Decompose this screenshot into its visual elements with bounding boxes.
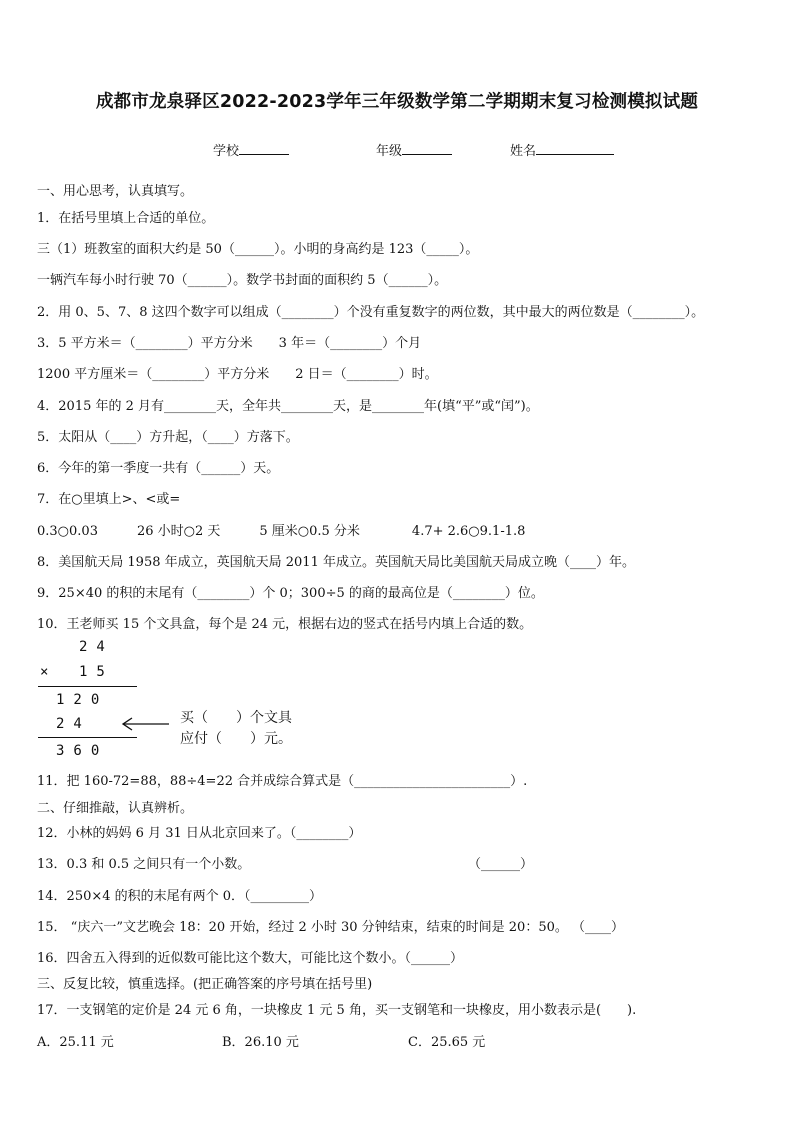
question-17: 17．一支钢笔的定价是 24 元 6 角，一块橡皮 1 元 5 角，买一支钢笔和一块橡皮，用小数表示是( ). (37, 1003, 637, 1018)
grade-field (376, 140, 452, 159)
school-blank[interactable] (239, 142, 289, 155)
question-7: 7．在○里填上>、<或= (37, 492, 181, 507)
question-14: 14．250×4 的积的末尾有两个 0．（_________） (37, 889, 323, 904)
calc-row-partial-1: 120 (56, 692, 109, 708)
name-field (510, 140, 614, 159)
question-9: 9．25×40 的积的末尾有（________）个 0；300÷5 的商的最高位是（________）位。 (37, 586, 544, 601)
question-13-blank: （______） (468, 857, 534, 872)
section-1-heading: 一、用心思考，认真填写。 (37, 184, 194, 199)
school-field (213, 140, 289, 159)
question-5: 5．太阳从（____）方升起，（____）方落下。 (37, 430, 299, 445)
left-arrow-icon (121, 717, 171, 731)
question-1: 1．在括号里填上合适的单位。 (37, 211, 215, 226)
calc-row-multiplicand: 24 (79, 639, 114, 655)
question-7-items: 0.3○0.03 26 小时○2 天 5 厘米○0.5 分米 4.7+ 2.6○9.1-1.8 (37, 524, 526, 539)
calc-row-partial-2: 24 (56, 716, 91, 732)
grade-blank[interactable] (402, 142, 452, 155)
name-label: 姓名 (510, 144, 537, 159)
question-8: 8．美国航天局 1958 年成立，英国航天局 2011 年成立。英国航天局比美国航天局成立晚（____）年。 (37, 555, 635, 570)
school-label: 学校 (213, 144, 240, 159)
calc-rule-2 (38, 737, 137, 738)
section-2-heading: 二、仔细推敲，认真辨析。 (37, 801, 194, 816)
question-13: 13．0.3 和 0.5 之间只有一个小数。 (37, 857, 251, 872)
question-1-part-a: 三（1）班教室的面积大约是 50（______）。小明的身高约是 123（_____）。 (37, 242, 479, 257)
page-title: 成都市龙泉驿区2022-2023学年三年级数学第二学期期末复习检测模拟试题 (95, 92, 699, 112)
question-17-option-a: A．25.11 元 (37, 1035, 114, 1050)
question-3-part-a: 3．5 平方米＝（________）平方分米 3 年＝（________）个月 (37, 336, 422, 351)
calc-row-multiplier: 15 (79, 664, 114, 680)
question-11: 11．把 160-72=88，88÷4=22 合并成综合算式是（________________________）. (37, 774, 528, 789)
question-16: 16．四舍五入得到的近似数可能比这个数大，可能比这个数小。（______） (37, 951, 464, 966)
question-15: 15． “庆六一”文艺晚会 18：20 开始，经过 2 小时 30 分钟结束，结束的时间是 20：50。 （____） (37, 920, 625, 935)
name-blank[interactable] (536, 142, 614, 155)
question-4: 4．2015 年的 2 月有________天，全年共________天，是________年(填“平”或“闰”)。 (37, 399, 539, 414)
calc-annotation-cost: 应付（ ）元。 (180, 731, 292, 747)
question-10: 10．王老师买 15 个文具盒，每个是 24 元，根据右边的竖式在括号内填上合适的数。 (37, 617, 533, 632)
calc-row-product: 360 (56, 743, 109, 759)
calc-multiply-sign: × (40, 664, 49, 680)
section-3-heading: 三、反复比较，慎重选择。(把正确答案的序号填在括号里) (37, 977, 373, 992)
question-3-part-b: 1200 平方厘米＝（________）平方分米 2 日＝（________）时。 (37, 367, 438, 382)
calc-annotation-count: 买（ ）个文具 (180, 710, 292, 726)
question-17-option-b: B．26.10 元 (222, 1035, 299, 1050)
question-12: 12．小林的妈妈 6 月 31 日从北京回来了。（________） (37, 826, 362, 841)
question-1-part-b: 一辆汽车每小时行驶 70（______）。数学书封面的面积约 5（______）。 (37, 273, 448, 288)
question-17-option-c: C．25.65 元 (408, 1035, 486, 1050)
question-2: 2．用 0、5、7、8 这四个数字可以组成（________）个没有重复数字的两位数，其中最大的两位数是（________）。 (37, 305, 705, 320)
grade-label: 年级 (376, 144, 403, 159)
calc-rule-1 (38, 686, 137, 687)
question-6: 6．今年的第一季度一共有（______）天。 (37, 461, 280, 476)
